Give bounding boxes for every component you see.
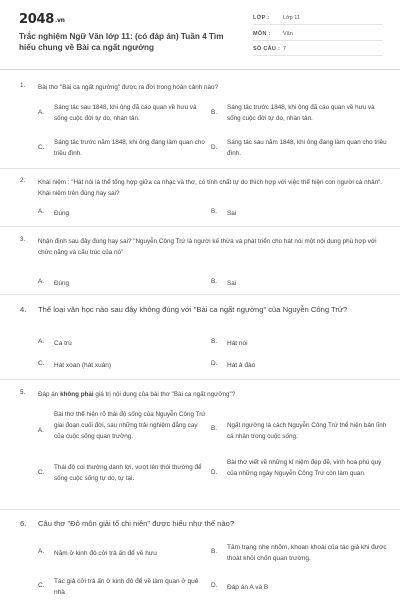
option-text: Tác giả cởi trả ấn ở kinh đô để về làm quan ở quê nhà [54, 578, 199, 596]
site-logo[interactable] [19, 12, 65, 27]
option-letter: D. [211, 360, 218, 367]
option-letter: B. [211, 208, 217, 215]
option-letter: A. [38, 427, 44, 434]
option-text: Đúng [54, 210, 70, 217]
meta-row-class [253, 13, 383, 25]
option-letter: D. [211, 469, 218, 476]
option-letter: B. [211, 548, 218, 555]
option-letter: C. [38, 582, 45, 589]
option-letter: C. [38, 469, 45, 476]
question-number: 1. [20, 82, 26, 89]
meta-key: LỚP : [253, 15, 270, 21]
question-number: 4. [20, 305, 27, 314]
question-number: 5. [20, 389, 26, 396]
option-text: Năm ở kinh đô cởi trả ấn để về hưu [54, 550, 157, 557]
question-text: Khái niệm : "Hát nói là thể tổng hợp giữa ca nhạc và thơ, có tính chất tự do thích hợp với việc thể hiện con người cá nhân". Khái niệm trên đúng hay sai? [38, 179, 383, 197]
page-header [0, 0, 400, 70]
option-text: Sai [227, 210, 237, 217]
question-text-part: Đáp án [38, 391, 61, 398]
option-letter: B. [211, 109, 217, 116]
option-letter: C. [38, 360, 45, 367]
logo-suffix: .vn [54, 17, 65, 24]
meta-key: SỐ CÂU : [253, 46, 281, 52]
option-letter: D. [211, 582, 218, 589]
question-divider [0, 294, 400, 295]
option-letter: D. [211, 144, 218, 151]
option-text: Sáng tác sau năm 1848, khi ông đang làm quan cho triều đình. [227, 139, 387, 157]
option-text: Hát nói [227, 340, 248, 347]
option-letter: A. [38, 548, 45, 555]
question-divider [0, 168, 400, 169]
question-divider [0, 509, 400, 510]
meta-row-subject [253, 29, 383, 41]
option-letter: A. [38, 208, 44, 215]
option-text: Ngất ngưởng là cách Nguyễn Công Trứ thể hiện bản lĩnh cá nhân trong cuộc sống. [227, 422, 387, 440]
question-text: Nhận định sau đây đúng hay sai? "Nguyễn Công Trứ là người kế thừa và phát triển cho hát nói một nội dung phù hợp với chức năng và cấu trúc của nó" [38, 238, 377, 256]
option-text: Đáp án A và B [227, 584, 269, 591]
meta-row-count [253, 44, 383, 56]
question-text [38, 389, 388, 400]
option-letter: B. [211, 338, 218, 345]
question-text-part: giá trị nội dung của bài thơ "Bài ca ngất ngưởng"? [93, 391, 236, 398]
option-text: Bài thơ viết về những kỉ niệm đẹp đẽ, vinh hoa phú quý của những ngày Nguyễn Công Trứ còn làm quan. [227, 459, 382, 477]
option-text: Bài thơ thể hiện rõ thái độ sống của Nguyễn Công Trứ giai đoạn cuối đời, sau những trải nghiệm đắng cay của cuộc sống quan trường. [54, 411, 206, 440]
option-text: Đúng [54, 280, 70, 287]
option-letter: C. [38, 144, 45, 151]
option-text: Hát xoan (hát xuân) [54, 362, 112, 369]
question-divider [0, 226, 400, 227]
page-title: Trắc nghiệm Ngữ Văn lớp 11: (có đáp án) Tuần 4 Tìm hiểu chung về Bài ca ngất ngưởng [19, 32, 224, 52]
question-text: Thể loại văn học nào sau đây không đúng với "Bài ca ngất ngưởng" của Nguyễn Công Trứ? [38, 305, 348, 314]
logo-main: 2048 [19, 12, 54, 27]
option-text: Thái độ coi thường danh lợi, vượt lên thói thường để sống cuộc sống tự do, tự tại. [54, 464, 202, 482]
option-text: Ca trù [54, 340, 72, 347]
question-number: 6. [20, 519, 27, 528]
meta-key: MÔN : [253, 31, 271, 37]
option-text: Sáng tác trước 1848, khi ông đã cáo quan về hưu và sống cuộc đời tự do, nhàn tản. [227, 104, 375, 122]
option-text: Hát ả đào [227, 362, 256, 369]
question-text: Câu thơ "Đô môn giải tổ chi niên" được hiểu như thế nào? [38, 519, 235, 528]
option-text: Sai [227, 280, 237, 287]
option-letter: A. [38, 278, 44, 285]
option-text: Sáng tác trước năm 1848, khi ông đang làm quan cho triều đình. [54, 139, 205, 157]
option-letter: A. [38, 338, 45, 345]
question-number: 2. [20, 177, 26, 184]
question-text: Bài thơ "Bài ca ngất ngưởng" được ra đời trong hoàn cảnh nào? [38, 84, 218, 91]
option-letter: B. [211, 278, 217, 285]
question-divider [0, 379, 400, 380]
option-text: Sáng tác sau 1848, khi ông đã cáo quan về hưu và sống cuộc đời tự do, nhàn tản. [54, 104, 197, 122]
meta-value: Văn [283, 31, 293, 37]
meta-value: Lớp 11 [283, 15, 300, 21]
question-text-emphasis: không phải [60, 391, 94, 398]
option-letter: A. [38, 109, 44, 116]
option-text: Tâm trạng nhẹ nhõm, khoan khoái của tác giả khi được thoát khỏi chốn quan trường. [227, 544, 387, 562]
meta-value: 7 [283, 46, 287, 52]
question-number: 3. [20, 236, 26, 243]
option-letter: B. [211, 425, 217, 432]
